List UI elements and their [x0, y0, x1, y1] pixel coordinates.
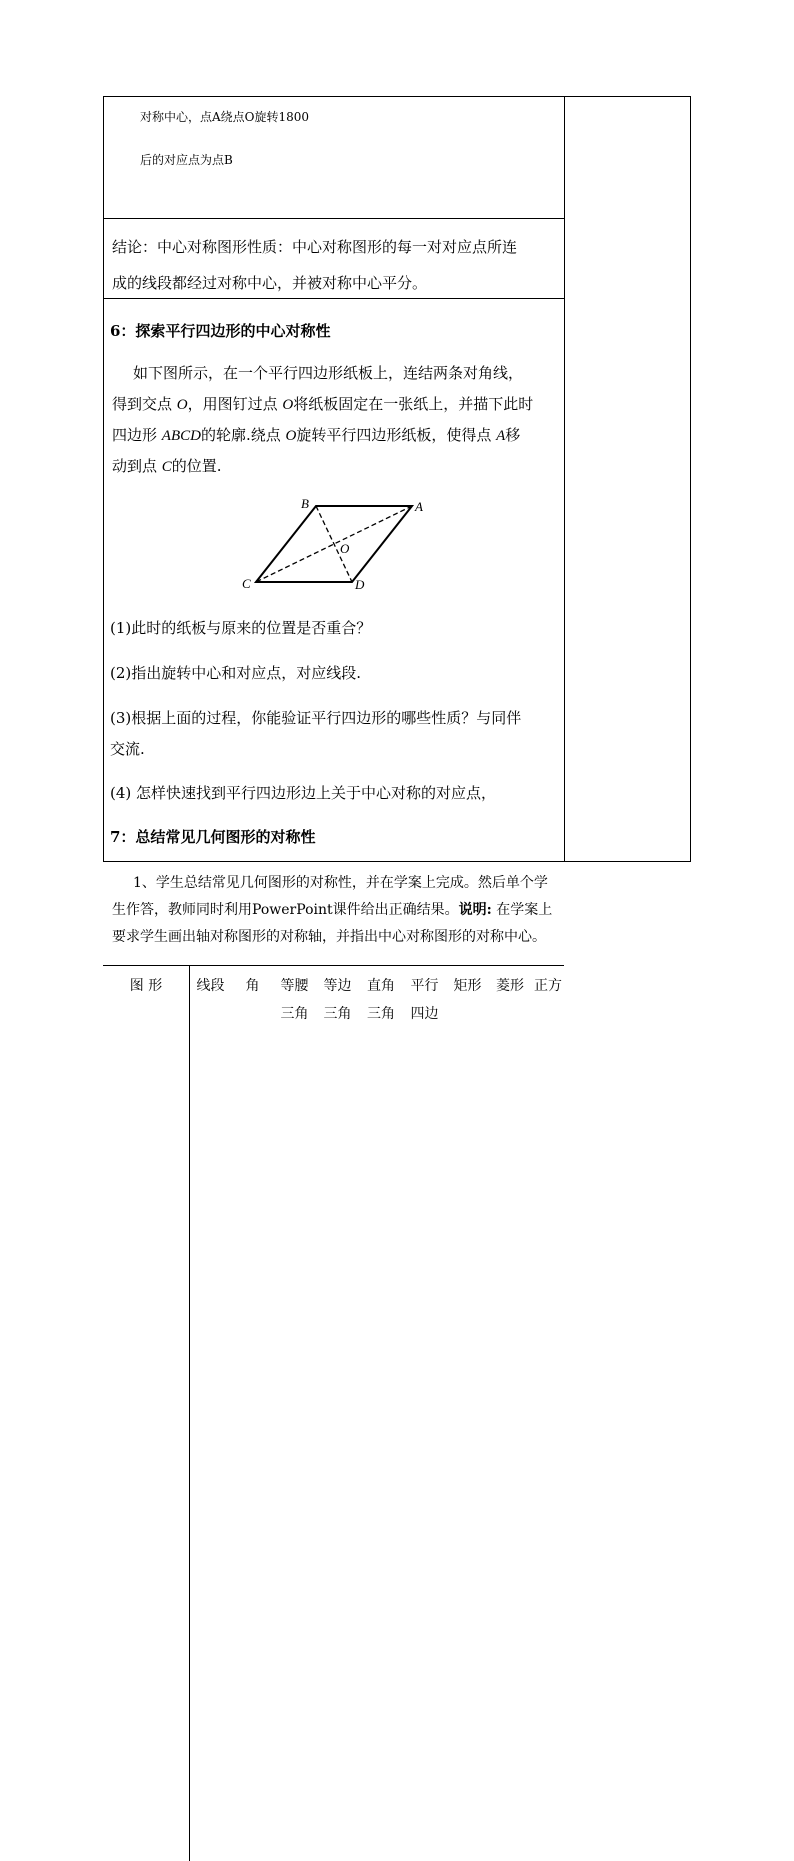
label-b: B	[301, 496, 309, 511]
table-header-cell: 等边	[323, 978, 352, 994]
section-7-para-line-2: 生作答，教师同时利用PowerPoint课件给出正确结果。说明: 在学案上	[112, 902, 553, 918]
intro-line-1: 对称中心，点A绕点O旋转1800	[140, 110, 310, 124]
question-1: (1)此时的纸板与原来的位置是否重合？	[110, 619, 372, 637]
intro-line-2: 后的对应点为点B	[140, 153, 233, 167]
table-header-cell: 线段	[196, 978, 225, 994]
question-3-cont: 交流.	[110, 740, 145, 758]
note-label: 说明:	[458, 902, 492, 918]
conclusion-line-1: 结论：中心对称图形性质：中心对称图形的每一对对应点所连	[112, 238, 518, 256]
parallelogram-diagram	[235, 490, 435, 595]
label-c: C	[242, 576, 251, 591]
conclusion-line-2: 成的线段都经过对称中心，并被对称中心平分。	[112, 274, 428, 292]
table-header-cell: 四边	[410, 1006, 439, 1022]
section-6-para-line: 动到点 C的位置.	[112, 457, 222, 475]
table-header-cell: 三角	[323, 1006, 352, 1022]
column-divider	[564, 96, 565, 862]
section-7-para-line-3: 要求学生画出轴对称图形的对称轴，并指出中心对称图形的对称中心。	[112, 929, 546, 945]
row-divider	[103, 218, 564, 219]
table-header-cell: 三角	[280, 1006, 309, 1022]
table-header-cell: 等腰	[280, 978, 309, 994]
label-a: A	[415, 499, 423, 514]
section-6-heading: 6：探索平行四边形的中心对称性	[110, 322, 331, 340]
question-2: (2)指出旋转中心和对应点，对应线段.	[110, 664, 362, 682]
question-4: (4) 怎样快速找到平行四边形边上关于中心对称的对应点，	[110, 784, 497, 802]
table-header-cell: 图 形	[129, 978, 163, 994]
label-d: D	[355, 577, 365, 592]
row-divider	[103, 965, 564, 966]
page-table-frame	[103, 96, 691, 862]
table-header-cell: 角	[245, 978, 260, 994]
section-7-para-line-1: 1、学生总结常见几何图形的对称性，并在学案上完成。然后单个学	[133, 875, 548, 891]
table-header-cell: 菱形	[496, 978, 524, 994]
label-o: O	[340, 541, 350, 556]
section-7-heading: 7：总结常见几何图形的对称性	[110, 828, 316, 846]
table-header-cell: 矩形	[453, 978, 482, 994]
section-6-para-line: 四边形 ABCD的轮廓.绕点 O旋转平行四边形纸板，使得点 A移	[112, 426, 521, 444]
table-header-cell: 直角	[367, 978, 395, 994]
section-6-para-line: 得到交点 O，用图钉过点 O将纸板固定在一张纸上，并描下此时	[112, 395, 534, 413]
section-6-para-line: 如下图所示，在一个平行四边形纸板上，连结两条对角线，	[133, 364, 524, 382]
table-header-cell: 平行	[410, 978, 439, 994]
table-column-divider	[189, 965, 190, 1861]
table-header-cell: 三角	[367, 1006, 395, 1022]
table-header-cell: 正方	[534, 978, 562, 994]
row-divider	[103, 298, 564, 299]
question-3: (3)根据上面的过程，你能验证平行四边形的哪些性质？与同伴	[110, 709, 522, 727]
